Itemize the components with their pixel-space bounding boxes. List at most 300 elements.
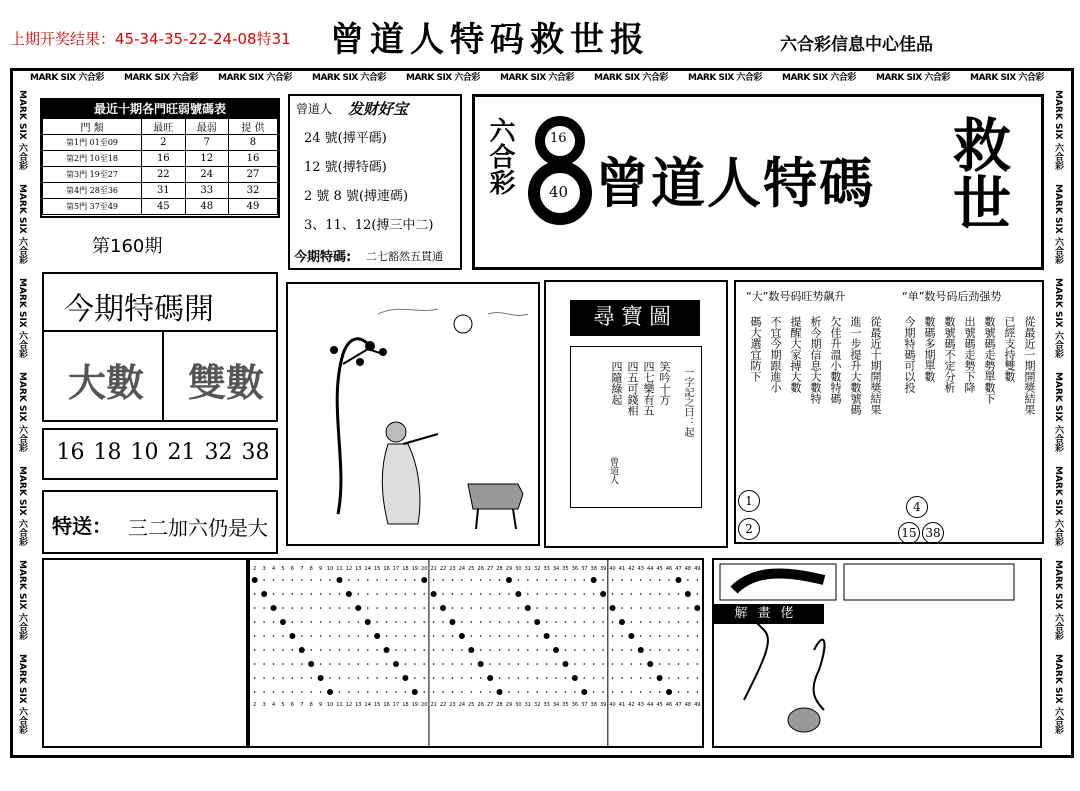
grid-dot [433, 607, 435, 609]
grid-dot [414, 649, 416, 651]
grid-dot [423, 621, 425, 623]
grid-dot [546, 579, 548, 581]
grid-dot [489, 649, 491, 651]
grid-dot [499, 593, 501, 595]
treasure-column: 四七樂有五 [642, 361, 655, 416]
grid-dot [348, 649, 350, 651]
grid-dot [433, 677, 435, 679]
grid-dot [527, 691, 529, 693]
grid-header-number: 13 [355, 566, 362, 572]
grid-dot [602, 607, 604, 609]
grid-dot [546, 607, 548, 609]
grid-dot [395, 607, 397, 609]
watermark: MARK SIX 六合彩 [688, 73, 762, 83]
grid-dot [386, 607, 388, 609]
grid-footer-number: 44 [647, 702, 654, 708]
grid-dot [668, 593, 670, 595]
history-cell: 第1門 01至09 [43, 135, 142, 151]
grid-dot [480, 621, 482, 623]
banner-right-text: 救世 [943, 115, 1011, 231]
grid-dot [329, 579, 331, 581]
grid-dot [254, 677, 256, 679]
grid-dot [292, 621, 294, 623]
tips-line: 3、11、12(搏三中二) [304, 218, 434, 233]
grid-dot [292, 663, 294, 665]
grid-dot [631, 579, 633, 581]
grid-dot [612, 691, 614, 693]
grid-header-number: 24 [458, 566, 466, 572]
banner-box [472, 94, 1044, 270]
grid-dot [659, 691, 661, 693]
number-item: 38 [241, 440, 270, 465]
grid-dot [423, 677, 425, 679]
grid-dot [282, 663, 284, 665]
grid-dot [631, 691, 633, 693]
grid-dot [348, 579, 350, 581]
grid-dot [339, 593, 341, 595]
grid-dot [555, 607, 557, 609]
grid-dot [649, 621, 651, 623]
grid-header-number: 14 [364, 566, 371, 572]
grid-dot [327, 689, 333, 695]
grid-footer-number: 39 [599, 702, 607, 708]
history-cell: 第4門 28至36 [43, 183, 142, 199]
grid-dot [659, 635, 661, 637]
banner-ball-top: 16 [550, 131, 567, 146]
grid-dot [282, 677, 284, 679]
grid-dot [376, 663, 378, 665]
grid-dot [480, 593, 482, 595]
grid-dot [583, 677, 585, 679]
grid-dot [310, 677, 312, 679]
trend-right-columns [900, 316, 1038, 526]
history-cell: 48 [185, 199, 228, 215]
grid-dot [357, 621, 359, 623]
grid-footer-number: 16 [383, 702, 390, 708]
grid-footer-number: 7 [300, 702, 304, 708]
grid-dot [593, 635, 595, 637]
grid-dot [640, 579, 642, 581]
watermark: MARK SIX 六合彩 [17, 90, 27, 170]
grid-dot [678, 607, 680, 609]
grid-dot [640, 621, 642, 623]
grid-dot [442, 677, 444, 679]
grid-footer-number: 43 [637, 702, 644, 708]
grid-header-number: 35 [562, 566, 569, 572]
grid-dot [499, 663, 501, 665]
grid-dot [433, 579, 435, 581]
grid-dot [423, 635, 425, 637]
watermark: MARK SIX 六合彩 [17, 560, 27, 640]
grid-dot [282, 593, 284, 595]
grid-dot [508, 649, 510, 651]
grid-dot [367, 677, 369, 679]
history-cell: 22 [142, 167, 185, 183]
grid-dot [527, 663, 529, 665]
grid-dot [357, 635, 359, 637]
grid-header-number: 3 [262, 566, 266, 572]
solve-picture [714, 560, 1040, 746]
grid-footer-number: 33 [543, 702, 550, 708]
grid-dot [339, 663, 341, 665]
grid-dot [289, 633, 295, 639]
grid-dot [433, 663, 435, 665]
grid-dot [470, 579, 472, 581]
grid-dot [536, 579, 538, 581]
trend-column: 欠佳升溫小數特碼 [829, 316, 842, 404]
grid-dot [414, 635, 416, 637]
tips-special-text: 二七豁然五貫通 [366, 250, 443, 263]
grid-dot [612, 621, 614, 623]
grid-dot [647, 661, 653, 667]
grid-dot [301, 663, 303, 665]
grid-dot [518, 663, 520, 665]
grid-footer-number: 15 [373, 702, 381, 708]
watermark: MARK SIX 六合彩 [30, 73, 104, 83]
grid-header-number: 21 [430, 566, 437, 572]
grid-header-number: 32 [534, 566, 541, 572]
grid-dot [593, 691, 595, 693]
grid-dot [329, 635, 331, 637]
grid-header-number: 4 [271, 566, 276, 572]
grid-dot [414, 607, 416, 609]
grid-dot [565, 607, 567, 609]
grid-dot [659, 593, 661, 595]
trend-left-columns [746, 316, 884, 526]
watermark: MARK SIX 六合彩 [1053, 90, 1063, 170]
grid-footer-number: 20 [421, 702, 428, 708]
grid-dot [480, 649, 482, 651]
grid-header-number: 42 [628, 566, 635, 572]
history-cell: 12 [185, 151, 228, 167]
grid-dot [329, 607, 331, 609]
grid-dot [292, 691, 294, 693]
grid-dot [376, 593, 378, 595]
grid-dot [565, 649, 567, 651]
grid-header-number: 38 [590, 566, 597, 572]
history-cell: 第3門 19至27 [43, 167, 142, 183]
grid-dot [376, 607, 378, 609]
grid-header-number: 36 [571, 566, 579, 572]
grid-dot [442, 635, 444, 637]
grid-dot [405, 579, 407, 581]
grid-dot [320, 593, 322, 595]
grid-dot [470, 621, 472, 623]
special-open-box [42, 272, 278, 422]
grid-dot [461, 649, 463, 651]
grid-dot [546, 593, 548, 595]
history-cell: 16 [142, 151, 185, 167]
grid-footer-number: 30 [515, 702, 522, 708]
tips-lines [304, 124, 434, 240]
grid-dot [339, 635, 341, 637]
grid-dot [480, 691, 482, 693]
grid-dot [687, 663, 689, 665]
grid-footer-number: 10 [326, 702, 334, 708]
grid-dot [452, 649, 454, 651]
trend-right-title: “单”数号码后劲强势 [902, 290, 1002, 303]
grid-footer-number: 22 [439, 702, 447, 708]
grid-dot [470, 691, 472, 693]
grid-dot [687, 635, 689, 637]
history-cell: 49 [228, 199, 277, 215]
special-open-title: 今期特碼開 [64, 292, 214, 327]
grid-dot [534, 619, 540, 625]
grid-dot [687, 621, 689, 623]
number-item: 21 [167, 440, 196, 465]
page-title: 曾道人特码救世报 [330, 20, 650, 60]
grid-dot [574, 607, 576, 609]
grid-footer-number: 26 [477, 702, 484, 708]
grid-dot [574, 691, 576, 693]
grid-dot [659, 621, 661, 623]
grid-dot [449, 619, 455, 625]
history-table [42, 118, 278, 215]
grid-dot [555, 635, 557, 637]
grid-dot [405, 621, 407, 623]
grid-dot [301, 607, 303, 609]
last-result: 上期开奖结果：45-34-35-22-24-08特31 [10, 30, 291, 48]
grid-dot [367, 635, 369, 637]
grid-footer-number: 31 [524, 702, 531, 708]
ref-circle-38: 38 [922, 522, 944, 544]
grid-dot [367, 579, 369, 581]
grid-dot [273, 649, 275, 651]
grid-dot [263, 635, 265, 637]
grid-dot [489, 621, 491, 623]
grid-header-number: 11 [336, 566, 343, 572]
grid-dot [518, 649, 520, 651]
ref-circle-2: 2 [738, 518, 760, 540]
tips-headline: 发财好宝 [348, 100, 409, 118]
grid-dot [301, 579, 303, 581]
grid-dot [659, 579, 661, 581]
grid-dot [282, 607, 284, 609]
grid-dot [282, 579, 284, 581]
grid-dot [506, 577, 512, 583]
grid-dot [696, 677, 698, 679]
grid-header-number: 28 [496, 566, 503, 572]
grid-dot [696, 691, 698, 693]
trend-column: 數號碼走勢單數下 [983, 316, 996, 404]
grid-dot [621, 677, 623, 679]
grid-dot [442, 649, 444, 651]
grid-header-number: 16 [383, 566, 390, 572]
grid-dot [583, 579, 585, 581]
grid-header-number: 48 [684, 566, 692, 572]
grid-dot [621, 649, 623, 651]
grid-dot [480, 607, 482, 609]
trend-column: 數碼多期單數 [923, 316, 936, 382]
banner-left-text: 六合彩 [485, 117, 515, 195]
grid-header-number: 18 [402, 566, 409, 572]
grid-dot [508, 621, 510, 623]
grid-dot [310, 691, 312, 693]
grid-dot [583, 663, 585, 665]
grid-dot [499, 677, 501, 679]
grid-dot [348, 691, 350, 693]
grid-dot [348, 677, 350, 679]
grid-dot [489, 593, 491, 595]
grid-dot [339, 607, 341, 609]
grid-dot [263, 677, 265, 679]
grid-dot [602, 635, 604, 637]
grid-dot [470, 663, 472, 665]
grid-dot [299, 647, 305, 653]
picture-box [286, 282, 540, 546]
watermark: MARK SIX 六合彩 [406, 73, 480, 83]
grid-header-number: 20 [421, 566, 428, 572]
grid-header-number: 5 [281, 566, 285, 572]
grid-dot [339, 691, 341, 693]
grid-dot [649, 579, 651, 581]
grid-dot [696, 593, 698, 595]
grid-footer-number: 28 [496, 702, 503, 708]
grid-footer-number: 38 [590, 702, 597, 708]
grid-dot [659, 607, 661, 609]
special-open-right: 雙數 [188, 360, 265, 405]
watermark: MARK SIX 六合彩 [1053, 466, 1063, 546]
grid-dot [395, 677, 397, 679]
grid-dot [574, 579, 576, 581]
grid-dot [536, 649, 538, 651]
grid-header-number: 47 [675, 566, 682, 572]
grid-dot [487, 675, 493, 681]
grid-dot [405, 691, 407, 693]
issue-number: 第160期 [92, 236, 163, 257]
treasure-author: 曾道人 [608, 457, 618, 484]
grid-dot [638, 647, 644, 653]
grid-dot [433, 649, 435, 651]
divider [162, 332, 164, 420]
grid-dot [508, 663, 510, 665]
grid-dot [271, 605, 277, 611]
grid-dot [254, 621, 256, 623]
grid-dot [480, 635, 482, 637]
grid-dot [254, 635, 256, 637]
grid-dot [452, 607, 454, 609]
grid-dot [461, 621, 463, 623]
grid-dot [273, 663, 275, 665]
grid-dot [405, 663, 407, 665]
grid-footer-number: 25 [468, 702, 475, 708]
grid-dot [433, 621, 435, 623]
tips-line: 2 號 8 號(搏連碼) [304, 189, 409, 204]
grid-dot [263, 607, 265, 609]
history-cell: 27 [228, 167, 277, 183]
tips-line: 24 號(搏平碼) [304, 131, 387, 146]
treasure-side: 一字記之曰：起 [682, 367, 693, 437]
watermark: MARK SIX 六合彩 [1053, 278, 1063, 358]
history-cell: 33 [185, 183, 228, 199]
grid-dot [367, 607, 369, 609]
grid-dot [459, 633, 465, 639]
grid-dot [320, 691, 322, 693]
grid-dot [367, 649, 369, 651]
grid-dot [602, 579, 604, 581]
grid-dot [440, 605, 446, 611]
grid-dot [508, 677, 510, 679]
grid-dot [273, 677, 275, 679]
grid-dot [357, 579, 359, 581]
grid-dot [565, 621, 567, 623]
grid-dot [610, 605, 616, 611]
grid-dot [263, 579, 265, 581]
solve-box [712, 558, 1042, 748]
grid-dot [649, 607, 651, 609]
grid-footer-number: 45 [656, 702, 663, 708]
grid-footer-number: 47 [675, 702, 682, 708]
numbers-box [42, 428, 278, 480]
grid-dot [600, 591, 606, 597]
grid-dot [687, 677, 689, 679]
grid-dot [263, 691, 265, 693]
watermark: MARK SIX 六合彩 [1053, 372, 1063, 452]
grid-dot [452, 635, 454, 637]
tips-special-label: 今期特碼: [294, 250, 352, 265]
grid-dot [461, 677, 463, 679]
grid-header-number: 43 [637, 566, 644, 572]
grid-dot [612, 663, 614, 665]
grid-header-number: 49 [694, 566, 701, 572]
grid-dot [602, 621, 604, 623]
grid-dot [687, 691, 689, 693]
grid-dot [499, 649, 501, 651]
dot-chart [248, 558, 704, 748]
grid-dot [357, 677, 359, 679]
grid-dot [515, 591, 521, 597]
grid-dot [685, 591, 691, 597]
grid-dot [593, 607, 595, 609]
grid-dot [320, 621, 322, 623]
grid-header-number: 22 [439, 566, 447, 572]
history-cell: 32 [228, 183, 277, 199]
grid-dot [367, 663, 369, 665]
grid-dot [254, 649, 256, 651]
grid-dot [489, 607, 491, 609]
grid-dot [489, 691, 491, 693]
trend-column: 出號碼走勢下降 [963, 316, 976, 393]
grid-dot [565, 691, 567, 693]
grid-dot [583, 593, 585, 595]
trend-column: 析今期信息大數特 [809, 316, 822, 404]
grid-dot [602, 663, 604, 665]
grid-dot [649, 649, 651, 651]
grid-footer-number: 42 [628, 702, 635, 708]
grid-footer-number: 48 [684, 702, 692, 708]
history-table-box [40, 98, 280, 218]
bottom-left-box [42, 558, 248, 748]
grid-dot [301, 635, 303, 637]
grid-footer-number: 49 [694, 702, 701, 708]
grid-dot [282, 649, 284, 651]
grid-dot [329, 649, 331, 651]
page-subtitle: 六合彩信息中心佳品 [780, 35, 933, 55]
grid-footer-number: 12 [345, 702, 353, 708]
grid-dot [555, 663, 557, 665]
grid-dot [442, 579, 444, 581]
grid-footer-number: 17 [392, 702, 400, 708]
grid-dot [527, 649, 529, 651]
grid-dot [631, 607, 633, 609]
grid-dot [565, 677, 567, 679]
grid-dot [640, 635, 642, 637]
trend-left-title: “大”数号码旺势飙升 [746, 290, 846, 303]
grid-footer-number: 35 [562, 702, 569, 708]
grid-dot [320, 607, 322, 609]
history-cell: 8 [228, 135, 277, 151]
grid-dot [348, 621, 350, 623]
